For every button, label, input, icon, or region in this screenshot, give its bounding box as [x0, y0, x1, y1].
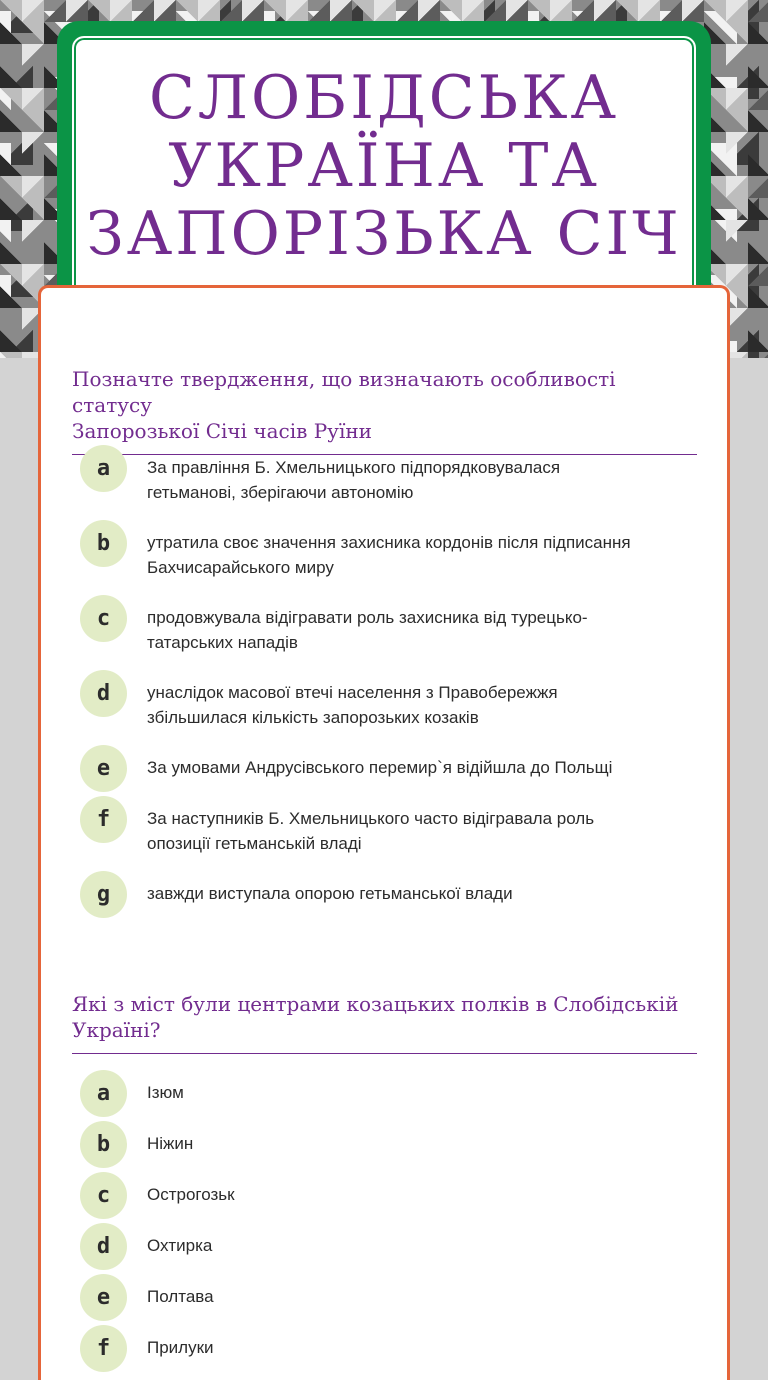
option-text-line-1: За умовами Андрусівського перемир`я відійшла до Польщі	[147, 758, 613, 777]
option-text: Полтава	[147, 1287, 214, 1306]
q1-option-a[interactable]	[80, 445, 700, 502]
option-letter-badge: f	[80, 1325, 127, 1372]
option-text-line-1: За наступників Б. Хмельницького часто відігравала роль	[147, 809, 595, 828]
option-letter-badge: e	[80, 745, 127, 792]
question-2-title	[72, 991, 697, 1054]
question-2-title-line-2: Україні?	[72, 1018, 161, 1042]
option-text: Прилуки	[147, 1338, 214, 1357]
question-2-title-line-1: Які з міст були центрами козацьких полків в Слобідській	[72, 992, 679, 1016]
option-text-line-1: За правління Б. Хмельницького підпорядковувалася	[147, 458, 561, 477]
option-text	[147, 530, 692, 580]
option-text-line-2: Бахчисарайського миру	[147, 558, 334, 577]
title-line-3: ЗАПОРІЗЬКА СІЧ	[86, 199, 682, 269]
option-letter-badge: e	[80, 1274, 127, 1321]
question-1-title	[72, 366, 697, 455]
q2-option-a[interactable]	[80, 1070, 700, 1118]
option-text: Охтирка	[147, 1236, 213, 1255]
q2-option-b[interactable]	[80, 1121, 700, 1169]
page-title	[72, 64, 696, 268]
q1-option-b[interactable]	[80, 520, 700, 577]
option-letter-badge: f	[80, 796, 127, 843]
option-text: Ізюм	[147, 1083, 184, 1102]
question-1-title-line-1: Позначте твердження, що визначають особливості статусу	[72, 367, 616, 417]
option-letter-badge: c	[80, 595, 127, 642]
option-letter-badge: c	[80, 1172, 127, 1219]
option-text: Острогозьк	[147, 1185, 235, 1204]
option-text-line-2: гетьманові, зберігаючи автономію	[147, 483, 414, 502]
option-text-line-1: продовжувала відігравати роль захисника від турецько-	[147, 608, 588, 627]
option-letter-badge: g	[80, 871, 127, 918]
option-text-line-1: завжди виступала опорою гетьманської влади	[147, 884, 513, 903]
option-text	[147, 881, 692, 906]
title-line-1: СЛОБІДСЬКА	[149, 63, 619, 133]
option-letter-badge: b	[80, 520, 127, 567]
q2-option-f[interactable]	[80, 1325, 700, 1373]
q1-option-e[interactable]	[80, 745, 700, 793]
option-text	[147, 806, 692, 856]
q1-option-d[interactable]	[80, 670, 700, 727]
option-letter-badge: a	[80, 445, 127, 492]
title-line-2: УКРАЇНА ТА	[168, 131, 600, 201]
option-text-line-1: унаслідок масової втечі населення з Правобережжя	[147, 683, 558, 702]
option-text	[147, 455, 692, 505]
q2-option-c[interactable]	[80, 1172, 700, 1220]
option-text-line-2: опозиції гетьманській владі	[147, 834, 362, 853]
q1-option-g[interactable]	[80, 871, 700, 919]
option-text	[147, 755, 692, 780]
option-text: Ніжин	[147, 1134, 194, 1153]
option-text	[147, 605, 692, 655]
option-letter-badge: d	[80, 670, 127, 717]
option-letter-badge: d	[80, 1223, 127, 1270]
option-text-line-1: утратила своє значення захисника кордонів після підписання	[147, 533, 631, 552]
option-text-line-2: збільшилася кількість запорозьких козаків	[147, 708, 479, 727]
option-letter-badge: b	[80, 1121, 127, 1168]
q1-option-c[interactable]	[80, 595, 700, 652]
option-letter-badge: a	[80, 1070, 127, 1117]
question-1-title-line-2: Запорозької Січі часів Руїни	[72, 419, 373, 443]
option-text-line-2: татарських нападів	[147, 633, 298, 652]
q2-option-e[interactable]	[80, 1274, 700, 1322]
option-text	[147, 680, 692, 730]
q1-option-f[interactable]	[80, 796, 700, 853]
q2-option-d[interactable]	[80, 1223, 700, 1271]
